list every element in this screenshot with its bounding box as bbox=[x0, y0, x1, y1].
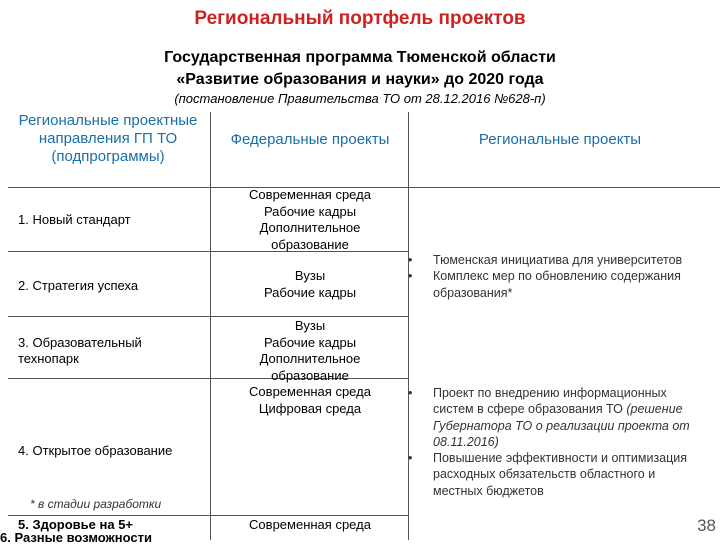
regional-project-text: Тюменская инициатива для университетов bbox=[433, 253, 683, 267]
program-title bbox=[0, 47, 720, 91]
row-label-success-strategy: 2. Стратегия успеха bbox=[18, 278, 139, 293]
row-label-technopark: 3. Образовательный технопарк bbox=[18, 335, 142, 366]
federal-cell-row1 bbox=[214, 187, 406, 253]
regional-project-decree: (решение Губернатора ТО о реализации проекта от 08.11.2016) bbox=[433, 402, 690, 449]
col-header-directions: Региональные проектные направления ГП ТО (подпрограммы) bbox=[18, 112, 198, 165]
federal-project: Дополнительное bbox=[259, 220, 361, 235]
regional-project-item bbox=[408, 450, 708, 499]
row-divider bbox=[8, 515, 408, 516]
bullet-icon: • bbox=[408, 269, 413, 284]
federal-cell-row3 bbox=[214, 318, 406, 417]
federal-project: образование bbox=[271, 236, 349, 252]
federal-project: Рабочие кадры bbox=[263, 284, 357, 300]
regional-projects-group-2 bbox=[408, 385, 708, 499]
federal-project: Современная среда bbox=[249, 517, 371, 532]
regional-project-item bbox=[408, 268, 708, 301]
regional-project-item bbox=[408, 252, 708, 268]
federal-cell-row2 bbox=[214, 268, 406, 301]
federal-project: Рабочие кадры bbox=[263, 334, 357, 350]
row-label-new-standard: 1. Новый стандарт bbox=[18, 212, 131, 227]
regional-project-text: Комплекс мер по обновлению содержания образования* bbox=[433, 269, 681, 300]
row-label-open-education: 4. Открытое образование bbox=[18, 443, 173, 458]
row-label-health: 5. Здоровье на 5+ bbox=[18, 517, 134, 532]
federal-project: Современная среда bbox=[249, 384, 371, 399]
row-divider bbox=[8, 316, 408, 317]
bullet-icon: • bbox=[408, 386, 413, 400]
column-divider bbox=[210, 112, 211, 540]
page-number: 38 bbox=[697, 516, 716, 535]
bullet-icon: • bbox=[408, 253, 413, 267]
regional-project-text: Повышение эффективности и оптимизация расходных обязательств областного и местных бюджетов bbox=[433, 451, 688, 498]
program-line-2: «Развитие образования и науки» до 2020 года bbox=[176, 71, 544, 88]
program-line-1: Государственная программа Тюменской области bbox=[164, 49, 556, 66]
federal-project: Вузы bbox=[294, 268, 326, 283]
regional-project-text: Проект по внедрению информационных систем в сфере образования ТО bbox=[433, 386, 667, 417]
page-title: Региональный портфель проектов bbox=[194, 8, 526, 29]
bullet-icon: • bbox=[408, 451, 413, 466]
header-divider bbox=[8, 187, 210, 188]
col-header-regional: Региональные проекты bbox=[478, 131, 642, 148]
regional-project-item bbox=[408, 385, 708, 450]
federal-project: Рабочие кадры bbox=[263, 203, 357, 219]
federal-project: Дополнительное bbox=[259, 351, 361, 366]
federal-project: Вузы bbox=[294, 318, 326, 333]
row-label-clipped: 6. Разные возможности bbox=[0, 530, 152, 545]
federal-project: Цифровая среда bbox=[258, 400, 362, 416]
regional-projects-group-1 bbox=[408, 252, 708, 301]
footnote: * в стадии разработки bbox=[30, 497, 162, 511]
decree-note: (постановление Правительства ТО от 28.12.2016 №628-п) bbox=[174, 91, 546, 106]
col-header-federal: Федеральные проекты bbox=[230, 131, 390, 148]
federal-project: образование bbox=[271, 367, 349, 383]
federal-project: Современная среда bbox=[249, 187, 371, 202]
federal-cell-row5 bbox=[214, 517, 406, 534]
